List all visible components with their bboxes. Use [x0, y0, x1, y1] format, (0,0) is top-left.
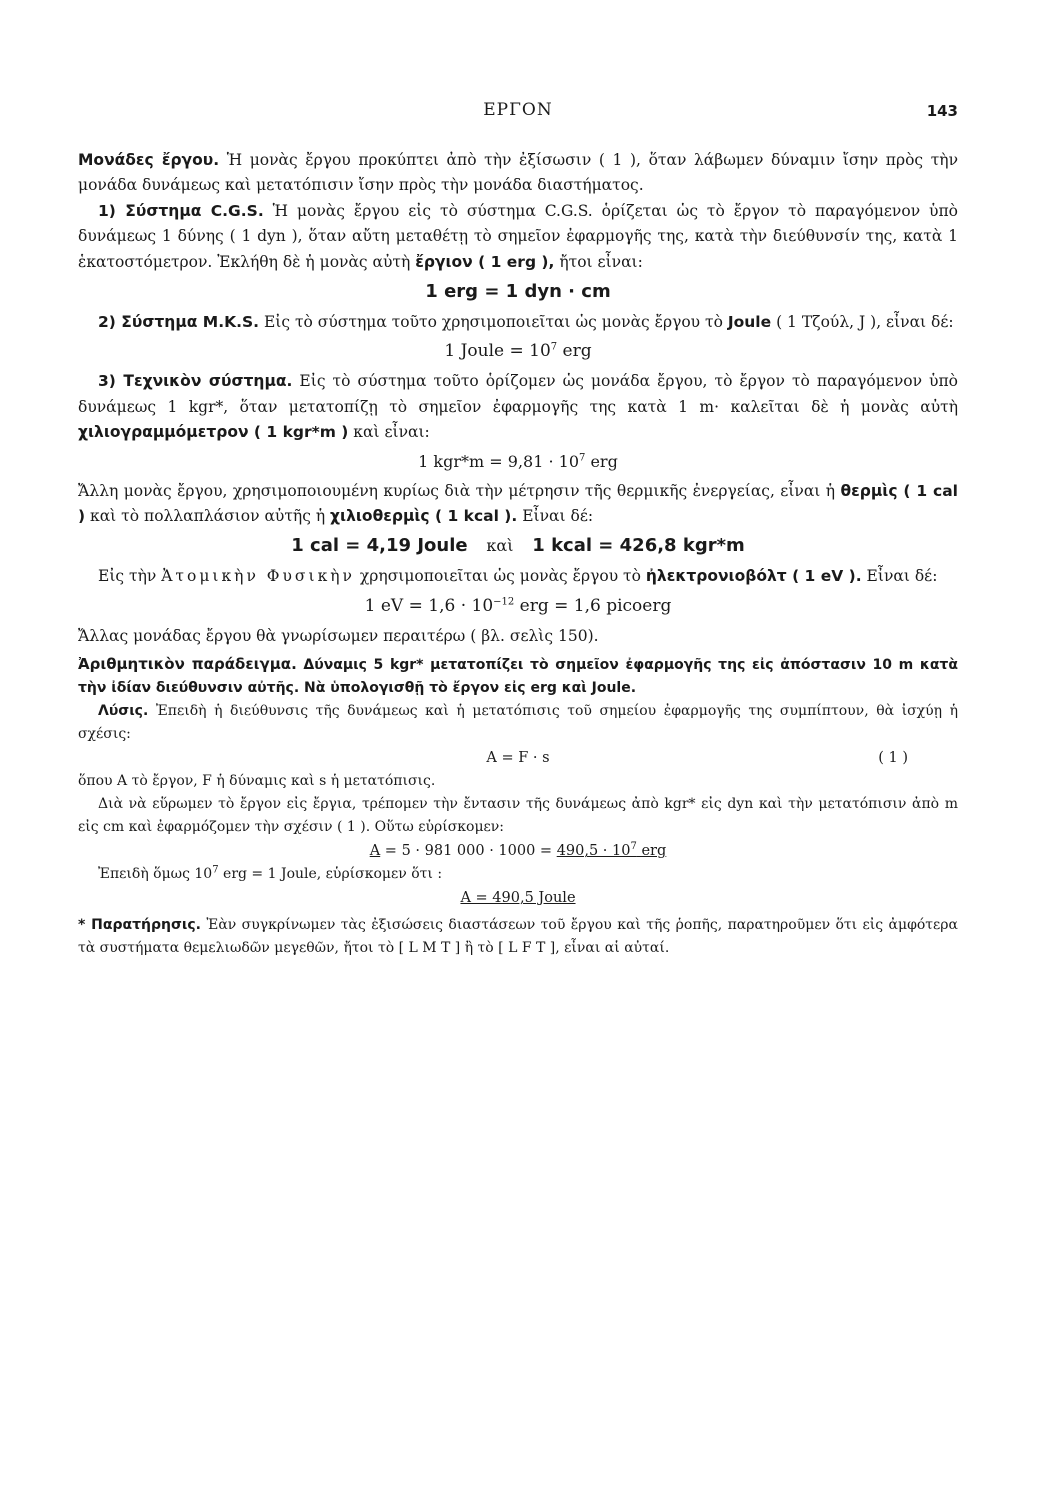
- equation-ev: 1 eV = $1,6 \cdot 10^{-12}$ erg = 1,6 picoerg: [364, 595, 672, 616]
- equation-erg: 1 erg = 1 dyn · cm: [425, 281, 611, 303]
- equation-work-definition: A = F · s ( 1 ): [486, 750, 908, 767]
- equation-kgrm: 1 $kgr*m = 9,81 \cdot 10^7$ erg: [418, 451, 618, 471]
- running-title: ΕΡΓΟΝ: [483, 100, 553, 120]
- solution-label: Λύσις.: [98, 703, 149, 720]
- paragraph-other-units: Ἄλλας μονάδας ἔργου θὰ γνωρίσωμεν περαιτέρω ( βλ. σελὶς 150).: [78, 626, 599, 645]
- equation-work-erg: A = 5 · 981 $000 \cdot 1000 = 490,5 \cdot 10^7$ erg: [369, 841, 667, 860]
- example-since: Ἐπειδὴ ὅμως $10^7$ erg = 1 Joule, εὑρίσκομεν ὅτι :: [98, 864, 443, 883]
- paragraph-mks: 2) Σύστημα M.K.S. Εἰς τὸ σύστημα τοῦτο χρησιμοποιεῖται ὡς μονὰς ἔργου τὸ Joule ( 1 Τζούλ, J ), εἶναι δέ:: [98, 313, 954, 332]
- paragraph-technical: 3) Τεχνικὸν σύστημα. Εἰς τὸ σύστημα τοῦτο ὁρίζομεν ὡς μονάδα ἔργου, τὸ ἔργον τὸ παραγόμενον ὑπὸ δυνάμεως 1 kgr*, ὅταν μετατοπίζῃ τὸ σημεῖον ἐφαρμογῆς της κατὰ 1 m· καλεῖται δὲ ἡ μονὰς αὐτὴ χιλιογραμμόμετρον ( 1 kgr*m ) καὶ εἶναι:: [78, 372, 959, 442]
- running-header: [78, 100, 958, 128]
- note-heading: * Παρατήρησις.: [78, 917, 201, 934]
- paragraph-calorie: Ἄλλη μονὰς ἔργου, χρησιμοποιουμένη κυρίως διὰ τὴν μέτρησιν τῆς θερμικῆς ἐνεργείας, εἶναι ἡ θερμὶς ( 1 cal ) καὶ τὸ πολλαπλάσιον αὐτῆς ἡ χιλιοθερμὶς ( 1 kcal ). Εἶναι δέ:: [78, 481, 958, 526]
- numerical-example: [78, 653, 958, 960]
- page-number: 143: [926, 102, 958, 120]
- equation-calorie: 1 cal = 4,19 Joule καὶ 1 kcal = 426,8 kgr*m: [291, 535, 745, 557]
- example-heading: Ἀριθμητικὸν παράδειγμα.: [78, 655, 297, 674]
- example-solution: Λύσις. Ἐπειδὴ ἡ διεύθυνσις τῆς δυνάμεως καὶ ἡ μετατόπισις τοῦ σημείου ἐφαρμογῆς της συμπίπτουν, θὰ ἰσχύῃ ἡ σχέσις:: [78, 703, 958, 743]
- section-heading: Μονάδες ἔργου.: [78, 151, 220, 169]
- section-heading: 2) Σύστημα M.K.S.: [98, 313, 260, 332]
- paragraph-cgs: 1) Σύστημα C.G.S. Ἡ μονὰς ἔργου εἰς τὸ σύστημα C.G.S. ὁρίζεται ὡς τὸ ἔργον τὸ παραγόμενον ὑπὸ δυνάμεως 1 δύνης ( 1 dyn ), ὅταν αὔτη μεταθέτῃ τὸ σημεῖον ἐφαρμογῆς της, κατὰ τὴν διεύθυνσίν της, κατὰ 1 ἑκατοστόμετρον. Ἐκλήθη δὲ ἡ μονὰς αὐτὴ ἔργιον ( 1 erg ), ἤτοι εἶναι:: [78, 201, 958, 271]
- equation-work-joule: A = 490,5 Joule: [460, 890, 576, 907]
- body-text: [78, 148, 958, 960]
- example-conversion: Διὰ νὰ εὕρωμεν τὸ ἔργον εἰς ἔργια, τρέπομεν τὴν ἔντασιν τῆς δυνάμεως ἀπὸ kgr* εἰς dyn καὶ τὴν μετατόπισιν ἀπὸ m εἰς cm καὶ ἐφαρμόζομεν τὴν σχέσιν ( 1 ). Οὕτω εὑρίσκομεν:: [78, 796, 958, 836]
- equation-number: ( 1 ): [878, 750, 908, 767]
- paragraph-units-of-work: Μονάδες ἔργου. Ἡ μονὰς ἔργου προκύπτει ἀπὸ τὴν ἐξίσωσιν ( 1 ), ὅταν λάβωμεν δύναμιν ἴσην πρὸς τὴν μονάδα δυνάμεως καὶ μετατόπισιν ἴσην πρὸς τὴν μονάδα διαστήματος.: [78, 151, 958, 195]
- paragraph-ev: Εἰς τὴν Ἀτομικὴν Φυσικὴν χρησιμοποιεῖται ὡς μονὰς ἔργου τὸ ἠλεκτρονιοβόλτ ( 1 eV ). Εἶναι δέ:: [98, 567, 938, 586]
- note: * Παρατήρησις. Ἐὰν συγκρίνωμεν τὰς ἐξισώσεις διαστάσεων τοῦ ἔργου καὶ τῆς ῥοπῆς, παρατηροῦμεν ὅτι εἰς ἀμφότερα τὰ συστήματα θεμελιωδῶν μεγεθῶν, ἤτοι τὸ [ L M T ] ἢ τὸ [ L F T ], εἶναι αἱ αὐταί.: [78, 917, 958, 957]
- example-where: ὅπου A τὸ ἔργον, F ἡ δύναμις καὶ s ἡ μετατόπισις.: [78, 773, 436, 790]
- section-heading: 3) Τεχνικὸν σύστημα.: [98, 372, 293, 391]
- equation-joule: 1 Joule = $10^7$ erg: [444, 341, 592, 362]
- example-problem: Ἀριθμητικὸν παράδειγμα. Δύναμις 5 kgr* μετατοπίζει τὸ σημεῖον ἐφαρμογῆς της εἰς ἀπόστασιν 10 m κατὰ τὴν ἰδίαν διεύθυνσιν αὐτῆς. Νὰ ὑπολογισθῇ τὸ ἔργον εἰς erg καὶ Joule.: [78, 655, 958, 697]
- section-heading: 1) Σύστημα C.G.S.: [98, 201, 264, 220]
